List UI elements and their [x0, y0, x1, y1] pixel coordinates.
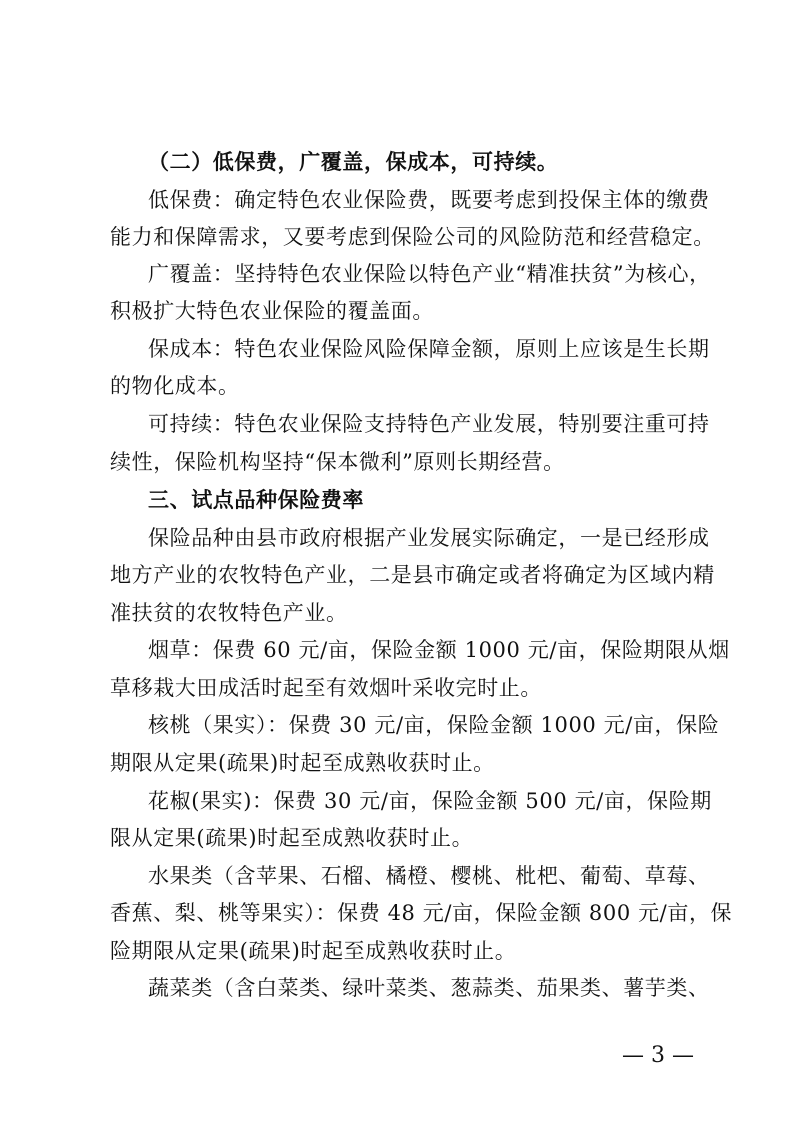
paragraph-line: 蔬菜类（含白菜类、绿叶菜类、葱蒜类、茄果类、薯芋类、	[148, 976, 710, 1000]
paragraph-line: 地方产业的农牧特色产业，二是县市确定或者将确定为区域内精	[110, 563, 715, 587]
paragraph-line: 低保费：确定特色农业保险费，既要考虑到投保主体的缴费	[148, 188, 710, 212]
paragraph-line: 续性，保险机构坚持“保本微利”原则长期经营。	[110, 450, 565, 474]
paragraph-line: 保成本：特色农业保险风险保障金额，原则上应该是生长期	[148, 337, 710, 361]
paragraph-line: 广覆盖：坚持特色农业保险以特色产业“精准扶贫”为核心，	[148, 262, 711, 286]
section-heading-3: 三、试点品种保险费率	[148, 488, 364, 512]
paragraph-line: 草移栽大田成活时起至有效烟叶采收完时止。	[110, 676, 542, 700]
paragraph-line: 可持续：特色农业保险支持特色产业发展，特别要注重可持	[148, 412, 710, 436]
paragraph-line: 险期限从定果(疏果)时起至成熟收获时止。	[110, 939, 517, 963]
paragraph-line: 准扶贫的农牧特色产业。	[110, 601, 348, 625]
page-number: — 3 —	[622, 1043, 694, 1068]
paragraph-line: 花椒(果实)：保费 30 元/亩，保险金额 500 元/亩，保险期	[148, 789, 712, 813]
paragraph-line: 水果类（含苹果、石榴、橘橙、樱桃、枇杷、葡萄、草莓、	[148, 864, 710, 888]
section-heading-2: （二）低保费，广覆盖，保成本，可持续。	[148, 150, 559, 174]
paragraph-line: 期限从定果(疏果)时起至成熟收获时止。	[110, 751, 495, 775]
paragraph-line: 香蕉、梨、桃等果实）：保费 48 元/亩，保险金额 800 元/亩，保	[110, 901, 733, 925]
paragraph-line: 能力和保障需求，又要考虑到保险公司的风险防范和经营稳定。	[110, 225, 715, 249]
paragraph-line: 保险品种由县市政府根据产业发展实际确定，一是已经形成	[148, 526, 710, 550]
paragraph-line: 限从定果(疏果)时起至成熟收获时止。	[110, 826, 474, 850]
paragraph-line: 烟草：保费 60 元/亩，保险金额 1000 元/亩，保险期限从烟	[148, 638, 730, 662]
paragraph-line: 的物化成本。	[110, 374, 240, 398]
paragraph-line: 积极扩大特色农业保险的覆盖面。	[110, 299, 434, 323]
paragraph-line: 核桃（果实）：保费 30 元/亩，保险金额 1000 元/亩，保险	[148, 713, 720, 737]
